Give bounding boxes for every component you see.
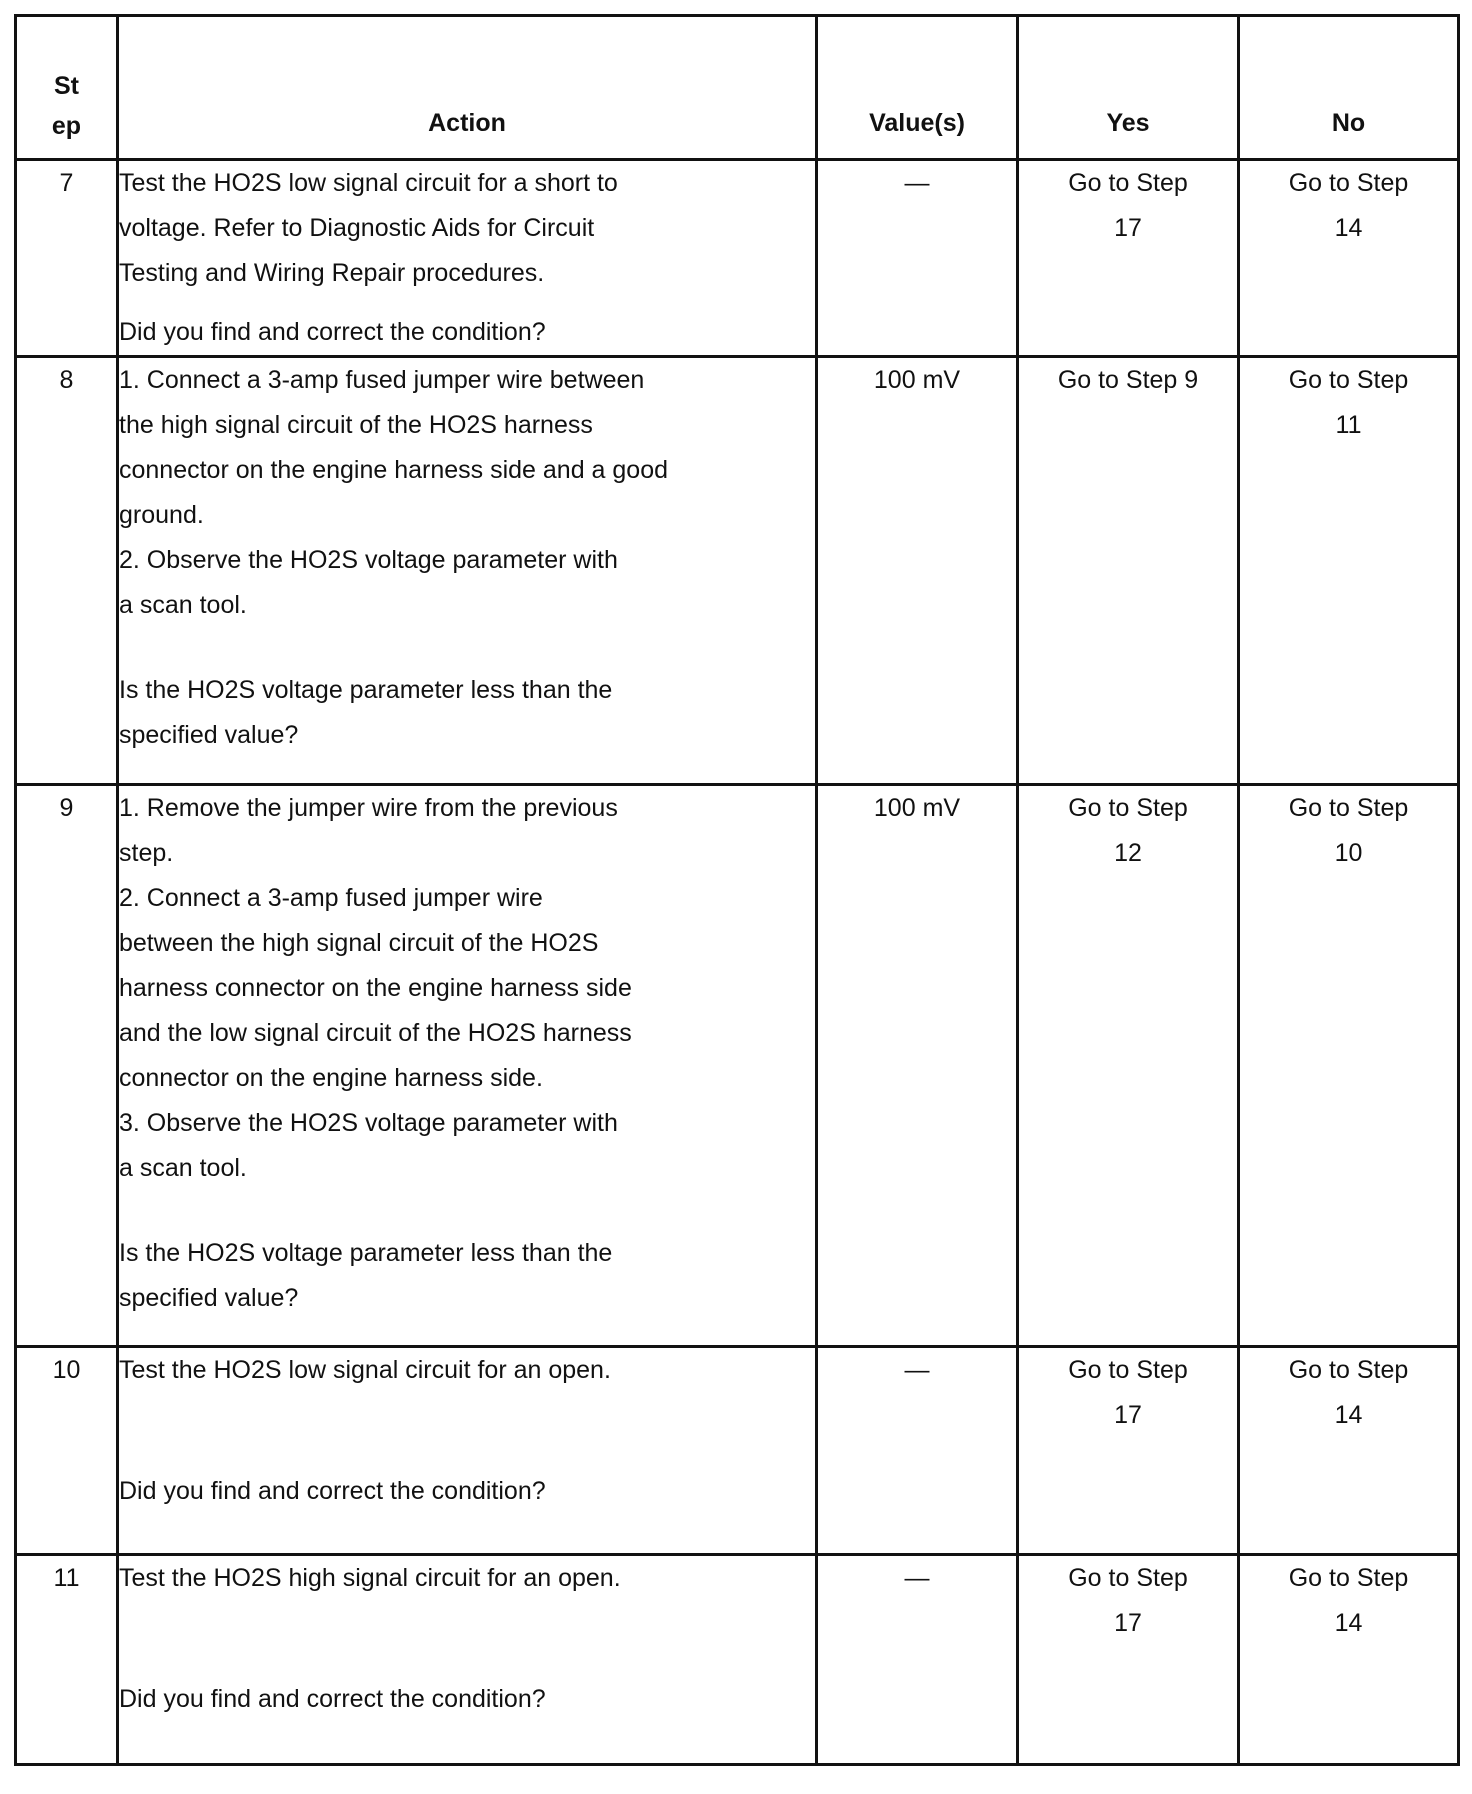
no-cell: Go to Step 10 xyxy=(1239,785,1459,1347)
table-row xyxy=(16,785,1459,1347)
header-values: Value(s) xyxy=(817,16,1018,160)
no-cell: Go to Step 14 xyxy=(1239,1347,1459,1555)
value-cell: 100 mV xyxy=(817,785,1018,1347)
table-row xyxy=(16,357,1459,785)
question-text: Is the HO2S voltage parameter less than the xyxy=(119,676,613,704)
yes-cell: Go to Step 17 xyxy=(1018,1555,1239,1765)
action-cell: Test the HO2S low signal circuit for an open. Did you find and correct the condition? xyxy=(118,1347,817,1555)
step-number: 9 xyxy=(16,785,118,1347)
step-number: 8 xyxy=(16,357,118,785)
header-action: Action xyxy=(118,16,817,160)
diagnostic-steps-table xyxy=(14,14,1460,1766)
action-cell: 1. Remove the jumper wire from the previous step. 2. Connect a 3-amp fused jumper wire between the high signal circuit of the HO2S harness connector on the engine harness side and the low signal circuit of the HO2S harness connector on the engine harness side. 3. Observe the HO2S voltage parameter with a scan tool. Is the HO2S voltage parameter less than the specified value? xyxy=(118,785,817,1347)
question-text: Is the HO2S voltage parameter less than the xyxy=(119,1239,613,1267)
action-cell: Test the HO2S high signal circuit for an open. Did you find and correct the condition? xyxy=(118,1555,817,1765)
step-number: 7 xyxy=(16,160,118,357)
question-text: Did you find and correct the condition? xyxy=(119,1685,546,1713)
no-cell: Go to Step 14 xyxy=(1239,1555,1459,1765)
no-cell: Go to Step 11 xyxy=(1239,357,1459,785)
value-cell: 100 mV xyxy=(817,357,1018,785)
action-cell: 1. Connect a 3-amp fused jumper wire between the high signal circuit of the HO2S harness connector on the engine harness side and a good ground. 2. Observe the HO2S voltage parameter with a scan tool. Is the HO2S voltage parameter less than the specified value? xyxy=(118,357,817,785)
header-yes: Yes xyxy=(1018,16,1239,160)
yes-cell: Go to Step 12 xyxy=(1018,785,1239,1347)
table-row xyxy=(16,160,1459,357)
yes-cell: Go to Step 9 xyxy=(1018,357,1239,785)
header-no: No xyxy=(1239,16,1459,160)
no-cell: Go to Step 14 xyxy=(1239,160,1459,357)
value-cell: — xyxy=(817,160,1018,357)
question-text: Did you find and correct the condition? xyxy=(119,1477,546,1505)
table-row xyxy=(16,1347,1459,1555)
yes-cell: Go to Step 17 xyxy=(1018,1347,1239,1555)
question-text: Did you find and correct the condition? xyxy=(119,318,546,346)
table-header-row xyxy=(16,16,1459,160)
value-cell: — xyxy=(817,1347,1018,1555)
yes-cell: Go to Step 17 xyxy=(1018,160,1239,357)
header-step: St ep xyxy=(16,16,118,160)
step-number: 11 xyxy=(16,1555,118,1765)
value-cell: — xyxy=(817,1555,1018,1765)
table-row xyxy=(16,1555,1459,1765)
step-number: 10 xyxy=(16,1347,118,1555)
action-cell: Test the HO2S low signal circuit for a short to voltage. Refer to Diagnostic Aids for Circuit Testing and Wiring Repair procedures. Did you find and correct the condition? xyxy=(118,160,817,357)
